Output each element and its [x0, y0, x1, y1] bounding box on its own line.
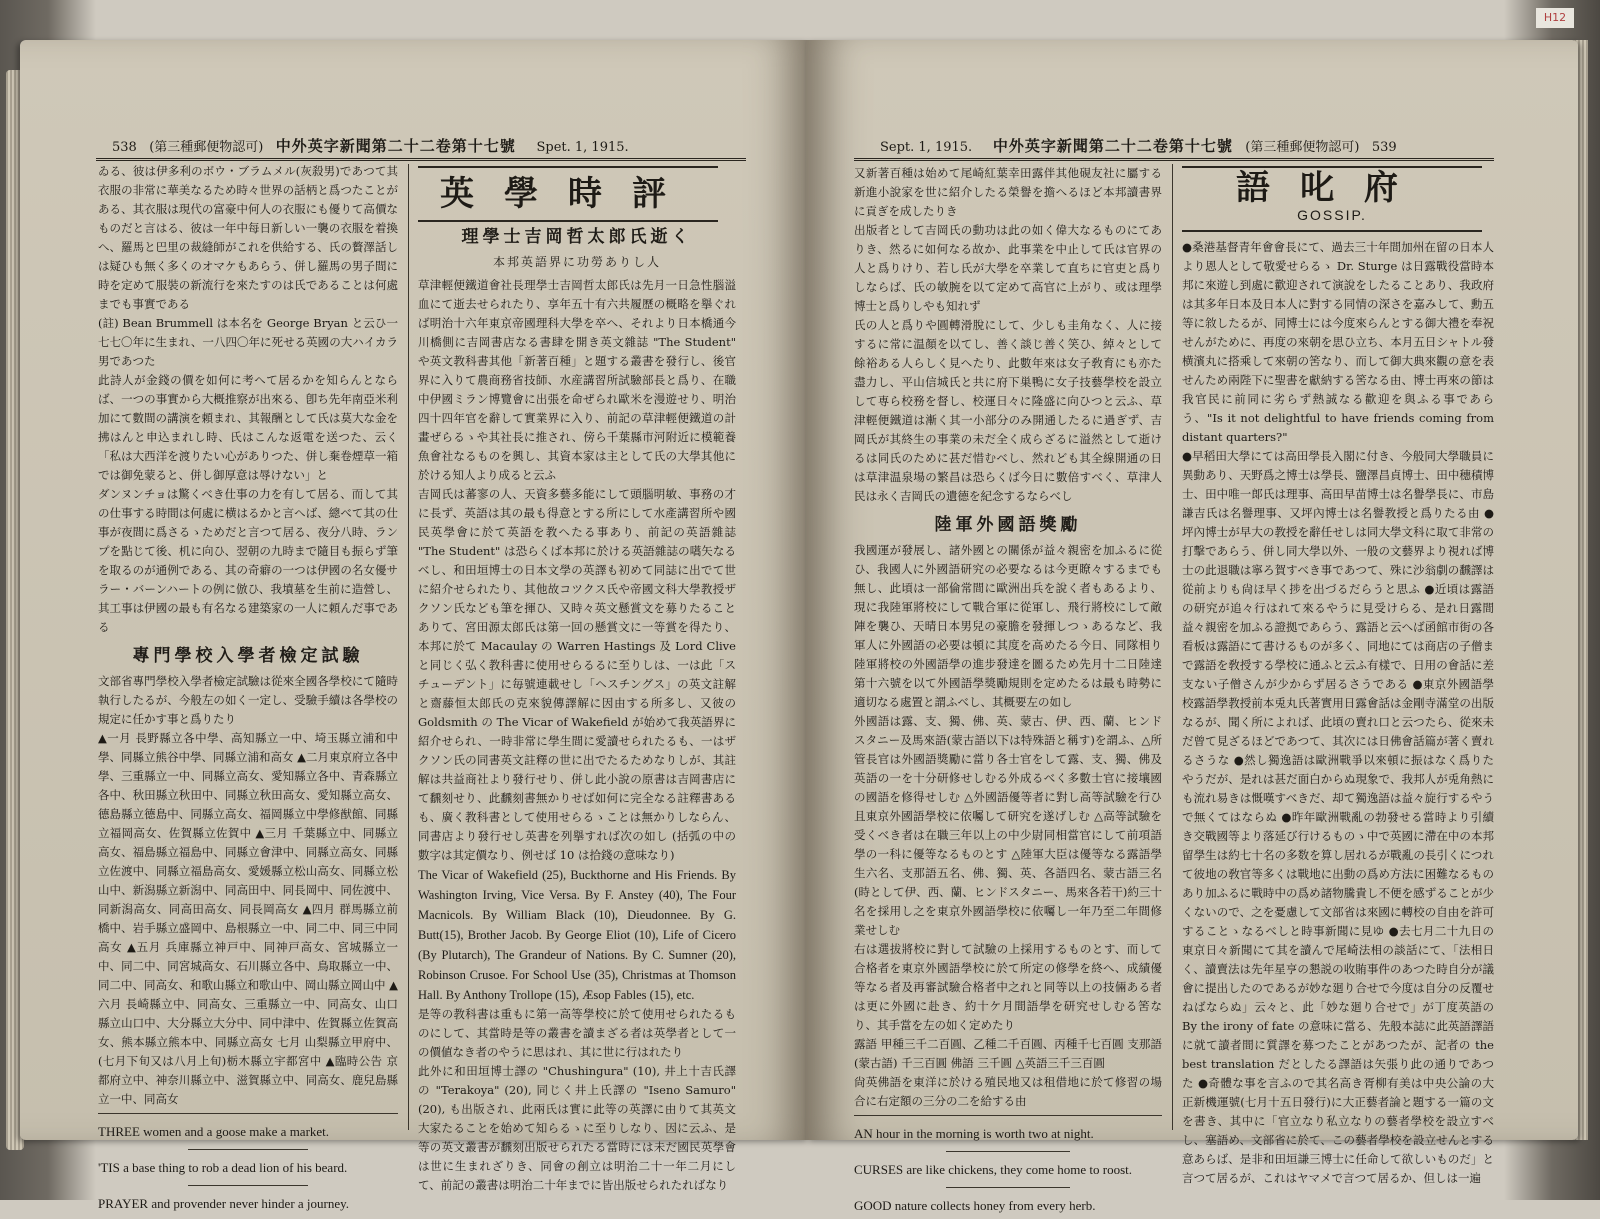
column-divider [1172, 164, 1173, 1130]
paragraph: 是等の教科書は重もに第一高等學校に於て使用せられたるものにして、其當時是等の叢書を讀まざる者は英學者として一の價値なき者のやうに思はれ、其に世に行はれたり [418, 1007, 736, 1059]
paragraph: ゐる、彼は伊多利のボウ・ブラムメル(灰殺男)であつて其衣服の非常に華美なるため時々世界の話柄と爲つたことがある、其衣服は現代の富豪中何人の衣服にも優りて高價なものだと言はる、彼は一年中每日新しい一襲の衣服を着換へ、羅馬と巴里の裁縫師がこれを供給する、氏の贅澤話しは疑ひも無く多くのオマケもあらう、併し羅馬の男子間に時を定めて服裝の新流行を來たすのは氏であることは何處までも事實である [98, 164, 398, 311]
paragraph: 此外に和田垣博士譯の "Chushingura" (10), 井上十吉氏譯の "Terakoya" (20), 同じく井上氏譯の "Iseno Samuro" (20), も出版され、此兩氏は實に此等の英譯に由りて其英文大家たることを始めて知らるゝに至りしなり、因に云ふ、是等の英文叢書が飜刻出版せられたる當時には未だ國民英學會は世に生まれざりき、同會の創立は明治二十一年二月にして、前記の叢書は明治二十年までに皆出版せられたればなり [418, 1064, 736, 1192]
page-number: 538 [112, 140, 137, 155]
article-subtitle: 本邦英語界に功勞ありし人 [492, 255, 661, 269]
page-number: 539 [1371, 140, 1397, 155]
paragraph: 此詩人が金錢の價を如何に考へて居るかを知らんとならば、一つの事實から大概推察が出來る、卽ち先年南亞米利加にて數間の講演を頼まれ、其報酬として氏は莫大な金を拂はんと申込まれし時、氏はこんな返電を送つた、云く「私は大西洋を渡りたい心がありつた、併し棄卷煙草一箱では御免蒙ると、併し御厚意は辱けない」と [98, 373, 398, 482]
library-tag: H12 [1536, 8, 1574, 28]
proverb: THREE women and a goose make a market. [98, 1124, 330, 1139]
paragraph: ●桑港基督青年會會長にて、過去三十年間加州在留の日本人より恩人として敬愛せらるゝ Dr. Sturge は日露戰役當時本邦に來遊し到處に歡迎されて演說をしたることあり、我政府は其多年日本及日本人に對する同情の深さを嘉みして、勳五等に敘したるが、同博士には今度來らんとする御大禮を奉祝せんがために、再度の來朝を思ひ立ち、本月五日シャトル發横濱丸に搭乘して來朝の筈なり、而して御大典來觀の意を表せんため兩陛下に聖書を獻納する筈なる由、博士再來の節は我官民に前同に劣らず熱誠なる歡迎を與ふる事であらう、"Is it not delightful to have friends coming from distant quarters?" [1182, 240, 1494, 444]
paragraph: 露語 甲種三千二百圓、乙種二千百圓、丙種千七百圓 支那語(蒙古語) 千三百圓 佛語 三千圓 △英語三千三百圓 [854, 1037, 1162, 1070]
journal-title: 中外英字新聞第二十二卷第十七號 [992, 137, 1233, 155]
paragraph: 外國語は露、支、獨、佛、英、蒙古、伊、西、蘭、ヒンドスタニー及馬來語(蒙古語以下は特殊語と稱す)を謂ふ、△所管長官は外國語獎勵に當り各士官をして露、支、獨、佛及英語の一を十分研修せしむる外成るべく多數士官に接壤國の國語を修得せしむ △外國語優等者に對し高等試驗を行ひ且東京外國語學校に依囑して研究を遂げしむ △高等試驗を受くべき者は在職三年以上の中少尉同相當官にして前項語學の一科に優等なるものとす △陸軍大臣は優等なる露語學生六名、支那語五名、佛、獨、英、各語四名、蒙古語三名(時として伊、西、蘭、ヒンドスタニー、馬來各若干)約三十名を採用し之を東京外國語學校に依囑し一年乃至二年間修業せしむ [854, 714, 1162, 937]
column-divider [408, 164, 409, 1130]
divider [946, 1151, 1069, 1152]
divider [188, 1149, 308, 1150]
running-header-left [112, 135, 629, 156]
left-column [854, 164, 1162, 1213]
issue-date: Sept. 1, 1915. [880, 140, 973, 155]
header-rule [854, 158, 1494, 161]
proverb: AN hour in the morning is worth two at night. [854, 1126, 1094, 1141]
paragraph: 尙英佛語を東洋に於ける殖民地又は租借地に於て修習の場合に右定額の三分の二を給する由 [854, 1075, 1162, 1108]
book-list: The Vicar of Wakefield (25), Buckthorne and His Friends. By Washington Irving, Vice Versa. By F. Anstey (40), The Four Macnicols. By William Black (10), Dieudonnee. By G. Butt(15), Brother Jacob. By George Eliot (10), Life of Cicero (By Plutarch), The Grandeur of Nations. By C. Sumner (20), Robinson Crusoe. For School Use (35), Christmas at Thomson Hall. By Anthony Trollope (15), Æsop Fables (15), etc. [418, 868, 736, 1002]
paragraph: 我國運が發展し、諸外國との關係が益々親密を加ふるに從ひ、我國人に外國語研究の必要なるは今更瞭々するまでも無し、此頃は一部倫常間に歐洲出兵を說く者もあるより、現に我陸軍將校にして戰合軍に從軍し、飛行將校にして敵陣を襲ひ、天晴日本男兒の豪膽を發揮しつゝあるなど、我軍人に外國語の必要は頓に其度を高めたる今日、同隊相り陸軍將校の外國語學の進步發達を圖るため先月十二日陸達第十六號を以て外國語學獎勵規則を定めたるは最も時勢に適切なる處置と謂ふべし、其概要左の如し [854, 543, 1162, 709]
divider [946, 1187, 1069, 1188]
section-title: 陸軍外國語獎勵 [934, 515, 1082, 535]
divider [854, 1115, 1162, 1116]
running-header-right [880, 135, 1397, 156]
paragraph: ▲一月 長野縣立各中學、高知縣立一中、埼玉縣立浦和中學、同縣立熊谷中學、同縣立浦和高女 ▲二月東京府立各中學、三重縣立一中、同縣立高女、愛知縣立各中、青森縣立各中、秋田縣立秋田中、同縣立秋田高女、愛知縣立高女、德島縣立德島中、同縣立高女、福岡縣立中學修猷館、同縣立福岡高女、佐賀縣立佐賀中 ▲三月 千葉縣立中、同縣立高女、福島縣立福島中、同縣立會津中、同縣立高女、同縣立佐渡中、同縣立福島高女、愛媛縣立松山高女、同縣立松山中、新潟縣立新潟中、同高田中、同長岡中、同佐渡中、同新潟高女、同高田高女、同長岡高女 ▲四月 群馬縣立前橋中、岩手縣立盛岡中、島根縣立一中、同二中、同三中同高女 ▲五月 兵庫縣立神戸中、同神戸高女、宮城縣立一中、同二中、同宮城高女、石川縣立各中、鳥取縣立一中、同二中、同高女、和歌山縣立和歌山中、岡山縣立岡山中 ▲六月 長崎縣立中、同高女、三重縣立一中、同高女、山口縣立山口中、大分縣立大分中、同中津中、佐賀縣立佐賀高女、熊本縣立熊本中、同縣立高女 七月 山梨縣立甲府中、(七月下旬又は八月上旬)栃木縣立宇都宮中 ▲臨時公告 京都府立中、神奈川縣立中、滋賀縣立中、同高女、鹿兒島縣立一中、同高女 [98, 731, 398, 1106]
paragraph: 吉岡氏は蕃寥の人、天資多藝多能にして頭腦明敏、事務の才に長ず、英語は其の最も得意とする所にして水產講習所や國民英學會に於て英語を教へたる事あり、前記の英語雜誌 "The Student" は恐らくば本邦に於ける英語雜誌の嚆矢なるべし、和田垣博士の日本文學の英譯も初めて同誌に出でて世に紹介せられたり、其他故コツクス氏や帝國文科大學教授ザクソン氏なども筆を揮ひ、又時々英文懸賞文を募りたることありて、宮田源太郎氏は第一回の懸賞文に一等賞を得たり、本邦に於て Macaulay の Warren Hastings 及 Lord Clive と同じく弘く教科書に使用せらるるに至りしは、一は此「スチューデント」に毎號連載せし「ヘスチングス」の英文註解と齋藤恒太郎氏の克來貌傳譯解に因由する所多し、又彼の Goldsmith の The Vicar of Wakefield が始めて我英語界に紹介せられ、一時非常に學生間に愛讀せられたるも、一はザクソン氏の同書英文註釋の世に出でたるためなりしが、其註解は共益商社より發行せり、併し此小說の原書は吉岡書店にて飜刻せり、此飜刻書無かりせば如何に完全なる註釋書あるも、廣く教科書として使用せらるゝことは無かりしならん、同書店より發行せし英書を列擧すれば次の如し (括弧の中の數字は其定價なり、例せば 10 は拾錢の意味なり) [418, 487, 736, 862]
paragraph: 草津輕便鐵道會社長理學士吉岡哲太郎氏は先月一日急性腦溢血にて逝去せられたり、享年五十有六共履歷の概略を擧ぐれば明治十六年東京帝國理科大學を卒へ、それより日本橋通今川橋側に吉岡書店なる書肆を開き英文雜誌 "The Student" や英文教科書其他「新著百種」と題する叢書を發行し、後官界に入りて農商務省技師、水産講習所試驗部長と爲り、在職中伊國ミラン博覽會に出張を命ぜられ歐米を漫遊せり、明治四十四年官を辭して實業界に入り、前記の草津輕便鐵道の計畫ぜらるゝや其社長に推され、傍ら千葉縣市河附近に模範養魚會社なるものを興し、其資本家は主として氏の大學其他に於ける知人より成ると云ふ [418, 278, 736, 482]
divider [188, 1185, 308, 1186]
proverb: CURSES are like chickens, they come home to roost. [854, 1162, 1133, 1177]
section-banner-title: 英學時評 [418, 166, 718, 222]
issue-date: Spet. 1, 1915. [536, 140, 629, 155]
right-column [418, 226, 736, 1192]
paragraph: ダンヌンチョは驚くべき仕事の力を有して居る、而して其の仕事する時間は何處に横はるかと言へば、總べて其の仕事が夜間に爲さるゝためだと言つて居る、夜分八時、ランプを點じて後、机に向ひ、翌朝の九時まで隨目も振らず筆を取るのが通例である、其の奇癖の一つは伊國の名女優サラー・バーンハートの例に倣ひ、我墳墓を生前に造營し、其工事は伊國の最も有名なる建築家の一人に頼んだ事である [98, 487, 398, 634]
proverb: 'TIS a base thing to rob a dead lion of his beard. [98, 1160, 348, 1175]
left-page [20, 40, 810, 1211]
paragraph: (註) Bean Brummell は本名を George Bryan と云ひ一七七〇年に生まれ、一八四〇年に死せる英國の大ハイカラ男であつた [98, 316, 398, 368]
proverb: PRAYER and provender never hinder a journey. [98, 1196, 350, 1211]
section-banner [1182, 166, 1482, 232]
journal-title: 中外英字新聞第二十二卷第十七號 [275, 137, 516, 155]
section-banner-subtitle: GOSSIP. [1297, 207, 1367, 223]
divider [98, 1113, 398, 1114]
paragraph: 文部省專門學校入學者檢定試驗は從來全國各學校にて隨時執行したるが、今般左の如く一定し、受驗手續は各學校の規定に任かす事と爲りたり [98, 674, 398, 726]
paragraph: 右は選拔將校に對して試驗の上採用するものとす、而して合格者を東京外國語學校に於て所定の修學を終へ、成績優等なる者及再審試驗合格者中之れと同等以上の技倆ある者は更に外國に赴き、約十ケ月間語學を研究せしむる筈なり、其手當を左の如く定めたり [854, 942, 1162, 1032]
article-title: 理學士吉岡哲太郎氏逝く [461, 227, 693, 247]
proverb: GOOD nature collects honey from every herb. [854, 1198, 1096, 1213]
permit-note: (第三種郵便物認可) [1245, 140, 1360, 155]
right-page [806, 40, 1578, 1213]
right-column [1182, 238, 1494, 1185]
paragraph: 氏の人と爲りや圓轉滑脫にして、少しも圭角なく、人に接するに常に温顏を以てし、善く談じ善く笑ひ、綽々として餘裕ある人らしく見へたり、此數年來は女子敎育にも亦た盡力し、平山信城氏と共に府下巣鴨に女子技藝學校を設立して専ら校務を督し、校運日々に隆盛に向ひつと云ふ、草津輕便鐵道は漸く其一小部分のみ開通したるに過ぎず、吉岡氏が其終生の事業の未だ全く成らざるに溢然として逝けるは同氏のために甚だ惜むべし、然れども其全線開通の日は草津温泉場の繁昌は恐らくば今日に數倍すべく、草津人民は永く吉岡氏の遺德を紀念するならべし [854, 318, 1162, 503]
paragraph: 出版者として吉岡氏の動功は此の如く偉大なるものにてありき、然るに如何なる故か、此事業を中止して氏は官界の人と爲りけり、若し氏が大學を卒業して直ちに官吏と爲りしならば、氏の敏腕を以て定めて高官に上がり、或は理學博士と爲りしやも知れず [854, 223, 1162, 313]
paragraph: ●早稻田大學にては高田學長入閣に付き、今般同大學職員に異動あり、天野爲之博士は學長、鹽澤昌貞博士、田中穗積博士、田中唯一郞氏は理事、高田早苗博士は名譽學長に、市島謙吉氏は名譽理事、又坪內博士は名譽教授と爲りたる由 ●坪內博士が早大の教授を辭任せしは同大學文科に取て非常の打擊であらう、併し同大學以外、一般の文藝界より視れば博士の此退職は寧ろ賀すべき事であつて、殊に沙翁劇の飜譯は從前よりも尙ほ早く捗を出づるだらうと思ふ ●近頃は露語の研究が追々行はれて來るやうに見受けらる、是れ日露間益々親密を加ふる證拠であらう、露語と云へば函館市街の各看板は露語にて書けるものが多く、同地にては商店の子僧まで露語を敎授する學校に通ふと云ふ有樣で、日用の會話に差支ない子僧さんが少からず居るさうである ●東京外國語學校露語學教授前本兎丸氏著實用日露會話は金剛寺滿堂の出版なるが、聞く所によれば、此頃の賣れ口と云つたら、從來未だ曾て見ざるほどであつて、其次には日佛會話篇が著く賣れるさうな ●然し獨逸語は歐洲戰爭以來頓に振はなく爲りたやうだが、是れは甚だ面白からぬ現象で、我邦人が兎角熱にも流れ易きは慨嘆すべきだ、却て獨逸語は益々旋行するやうで無くてはならぬ ●昨年歐洲戰亂の勃發せる當時より引續き交戰國等より落延び行けるものゝ中で英國に滯在中の本邦留學生は約七十名の多数を算し居れるが戰亂の長引くにつれて彼地の敎官等多くは戰地に出動の爲め方法に困難なるものあり加ふるに戰時中の爲め諸物騰貴し不便を感ずることが少くないので、之を憂慮して文部省は來國に轉校の自由を許可することゝなるべしと時事新聞に見ゆ ●去七月二十九日の東京日々新聞にて其を讀んで尾崎法相の談話にて、「法相日く、讀賣法は先年星亨の懇説の收賄事件のあつた時自分が議會に提出したのであるが妙な廻り合せで今度は自分の反覆せねばならぬ」云々と、此「妙な廻り合せで」が丁度英語の By the irony of fate の意味に當る、先般本誌に此英語譯語に就て讀者間に質譯を募つたことがあつたが、記者の the best translation だとしたる譯語は矢張り此の通りであつた ●奇體な事を言ふので其名高き胥柳有美は中央公論の大正新機運號(七月十五日發行)に大正藝者論と題する一篇の文を書き、其中に「官立なり私立なりの藝者學校を設立すべし、塞語め、文部省に於て、この藝者學校を設立せんとする意あらば、是非和田垣謙三博士に任命して欲しいものだ」と言つて居るが、これはヤマメで言つて居るか、但しは一遍 [1182, 449, 1494, 1185]
section-banner-title: 語叱府 [1236, 168, 1428, 208]
permit-note: (第三種郵便物認可) [149, 140, 264, 155]
paragraph: 又新著百種は始めて尾崎紅葉幸田露伴其他硯友社に屬する新進小說家を世に紹介したる榮譽を擔へるほど本邦讀書界に貢ぎを成したりき [854, 166, 1162, 218]
left-column [98, 162, 398, 1211]
section-title: 專門學校入學者檢定試驗 [132, 646, 364, 666]
header-rule [96, 158, 746, 161]
